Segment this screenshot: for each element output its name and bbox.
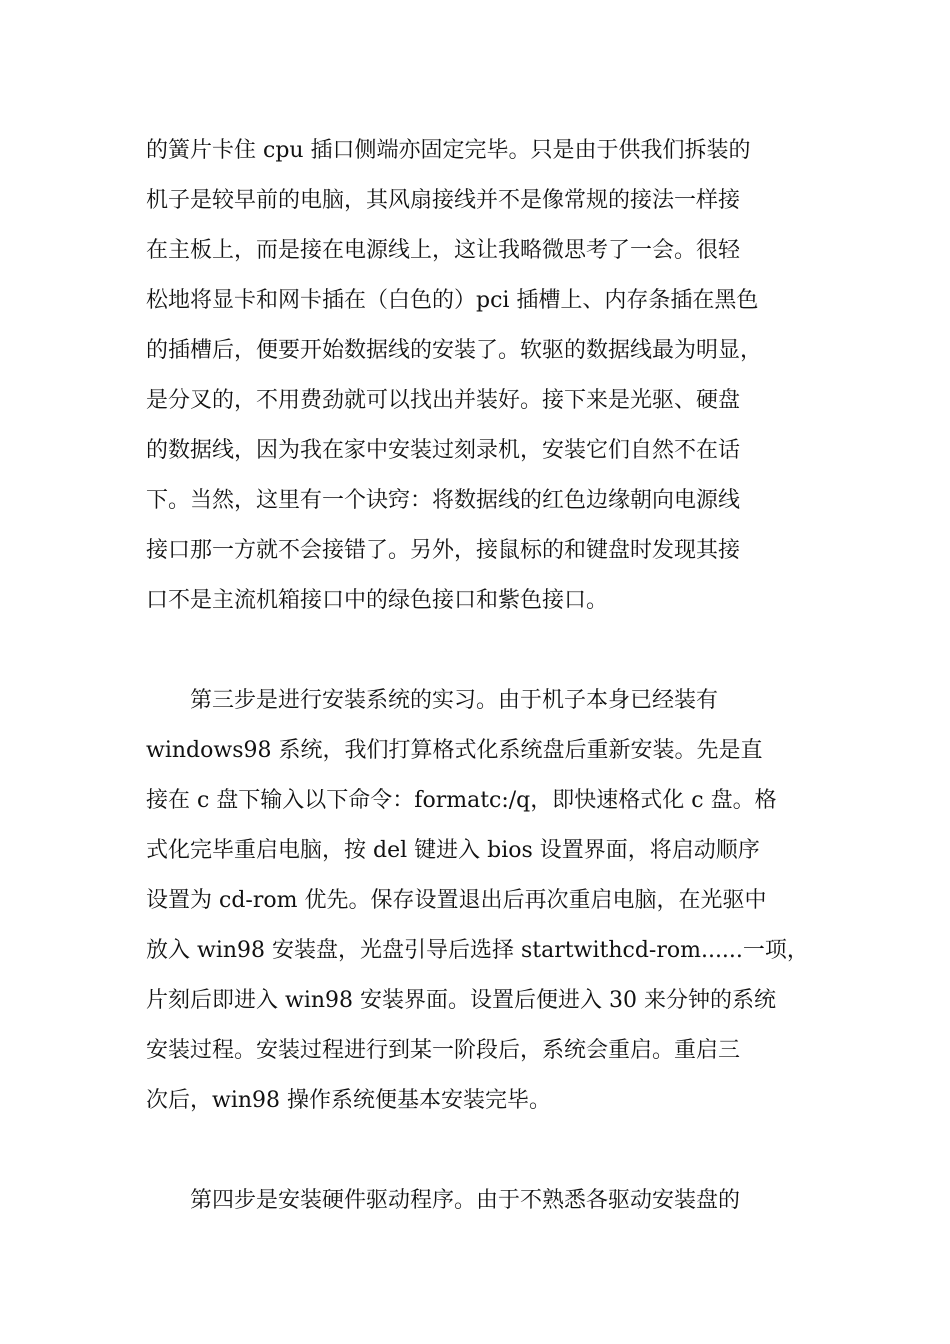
text-line: 第四步是安装硬件驱动程序。由于不熟悉各驱动安装盘的	[146, 1188, 741, 1213]
paragraph-driver-install	[146, 1176, 826, 1226]
text-line: 接口那一方就不会接错了。另外，接鼠标的和键盘时发现其接	[146, 538, 741, 563]
text-line: 松地将显卡和网卡插在（白色的）pci 插槽上、内存条插在黑色	[146, 288, 759, 313]
text-line: 设置为 cd-rom 优先。保存设置退出后再次重启电脑，在光驱中	[146, 888, 767, 913]
text-line: 接在 c 盘下输入以下命令：formatc:/q，即快速格式化 c 盘。格	[146, 788, 777, 813]
text-line: 下。当然，这里有一个诀窍：将数据线的红色边缘朝向电源线	[146, 488, 741, 513]
paragraph-system-install	[146, 676, 826, 1126]
text-line: 是分叉的，不用费劲就可以找出并装好。接下来是光驱、硬盘	[146, 388, 741, 413]
text-line: 在主板上，而是接在电源线上，这让我略微思考了一会。很轻	[146, 238, 741, 263]
text-line: 次后，win98 操作系统便基本安装完毕。	[146, 1088, 552, 1113]
text-line: 的插槽后，便要开始数据线的安装了。软驱的数据线最为明显，	[146, 338, 763, 363]
text-line: 式化完毕重启电脑，按 del 键进入 bios 设置界面，将启动顺序	[146, 838, 760, 863]
text-line: 的簧片卡住 cpu 插口侧端亦固定完毕。只是由于供我们拆装的	[146, 138, 751, 163]
text-line: 机子是较早前的电脑，其风扇接线并不是像常规的接法一样接	[146, 188, 741, 213]
text-line: 放入 win98 安装盘，光盘引导后选择 startwithcd-rom......一项，	[146, 938, 809, 963]
paragraph-hardware-assembly	[146, 126, 826, 626]
text-line: 片刻后即进入 win98 安装界面。设置后便进入 30 来分钟的系统	[146, 988, 776, 1013]
text-line: 安装过程。安装过程进行到某一阶段后，系统会重启。重启三	[146, 1038, 741, 1063]
text-line: 的数据线，因为我在家中安装过刻录机，安装它们自然不在话	[146, 438, 741, 463]
text-line: 第三步是进行安装系统的实习。由于机子本身已经装有	[146, 688, 719, 713]
text-line: 口不是主流机箱接口中的绿色接口和紫色接口。	[146, 588, 609, 613]
text-line: windows98 系统，我们打算格式化系统盘后重新安装。先是直	[146, 738, 763, 763]
